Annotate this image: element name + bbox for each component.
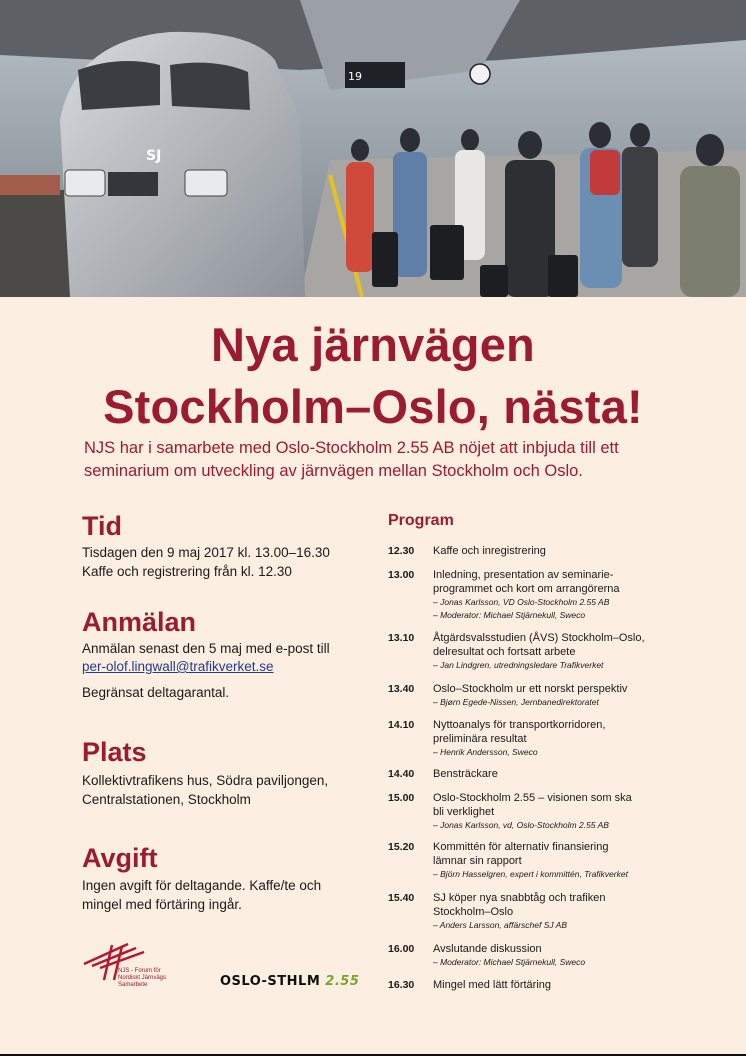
plats-heading: Plats — [82, 737, 147, 767]
program-speaker: – Jonas Karlsson, VD Oslo-Stockholm 2.55 AB – Moderator: Michael Stjärnekull, Sweco — [433, 597, 610, 620]
program-time: 13.40 — [388, 683, 415, 695]
plats-line2: Centralstationen, Stockholm — [82, 792, 251, 807]
njs-logo-text — [118, 968, 198, 989]
program-speaker: – Henrik Andersson, Sweco — [433, 747, 538, 757]
program-title: Kaffe och inregistrering — [433, 545, 546, 557]
program-title: SJ köper nya snabbtåg och trafiken Stockholm–Oslo — [433, 892, 606, 918]
page-title-line1: Nya järnvägen — [211, 318, 535, 371]
program-time: 14.40 — [388, 768, 415, 780]
program-time: 13.10 — [388, 632, 415, 644]
njs-logo-line2: Nordiskt Järnvägs — [118, 975, 167, 981]
intro-text: NJS har i samarbete med Oslo-Stockholm 2.55 AB nöjet att inbjuda till ett seminarium om utveckling av järnvägen mellan Stockholm och Oslo. — [84, 439, 619, 480]
program-heading: Program — [388, 512, 454, 529]
oslo-sthlm-logo — [220, 974, 359, 989]
anmalan-line2: Begränsat deltagarantal. — [82, 685, 230, 700]
program-title: Avslutande diskussion — [433, 943, 542, 955]
oslo-logo-number: 2.55 — [325, 974, 360, 989]
program-time: 16.30 — [388, 979, 415, 991]
station-photo — [0, 0, 746, 297]
program-speaker: – Bjørn Egede-Nissen, Jernbanedirektoratet — [433, 697, 599, 707]
train-platform-illustration — [0, 0, 746, 297]
njs-logo-line1: NJS - Forum för — [118, 968, 161, 974]
plats-line1: Kollektivtrafikens hus, Södra paviljongen, — [82, 773, 329, 788]
anmalan-email-wrap — [82, 657, 274, 677]
tid-heading: Tid — [82, 511, 122, 541]
program-title: Inledning, presentation av seminarie- programmet och kort om arrangörerna — [433, 569, 620, 595]
anmalan-line1: Anmälan senast den 5 maj med e-post till — [82, 641, 330, 656]
program-speaker: – Jonas Karlsson, vd, Oslo-Stockholm 2.55 AB — [433, 820, 609, 830]
oslo-logo-text: OSLO-STHLM — [220, 974, 321, 989]
program-time: 15.00 — [388, 792, 415, 804]
page-title-line2: Stockholm–Oslo, nästa! — [103, 380, 643, 433]
avgift-line2: mingel med förtäring ingår. — [82, 897, 242, 912]
program-time: 13.00 — [388, 569, 415, 581]
program-title: Nyttoanalys för transportkorridoren, preliminära resultat — [433, 719, 606, 745]
tid-line2: Kaffe och registrering från kl. 12.30 — [82, 564, 292, 579]
program-time: 12.30 — [388, 545, 415, 557]
program-title: Åtgärdsvalsstudien (ÅVS) Stockholm–Oslo, delresultat och fortsatt arbete — [433, 632, 645, 658]
njs-logo-line3: Samarbete — [118, 982, 148, 988]
program-speaker: – Björn Hasselgren, expert i kommittén, Trafikverket — [433, 869, 628, 879]
program-title: Oslo-Stockholm 2.55 – visionen som ska bli verklighet — [433, 792, 632, 818]
program-time: 16.00 — [388, 943, 415, 955]
tid-line1: Tisdagen den 9 maj 2017 kl. 13.00–16.30 — [82, 545, 330, 560]
anmalan-heading: Anmälan — [82, 607, 197, 637]
program-title: Oslo–Stockholm ur ett norskt perspektiv — [433, 683, 628, 695]
program-time: 15.20 — [388, 841, 415, 853]
platform-sign: 19 — [348, 70, 362, 83]
program-speaker: – Jan Lindgren, utredningsledare Trafikverket — [433, 660, 604, 670]
program-time: 14.10 — [388, 719, 415, 731]
program-title: Bensträckare — [433, 768, 498, 780]
anmalan-email-link[interactable]: per-olof.lingwall@trafikverket.se — [82, 659, 274, 674]
program-title: Mingel med lätt förtäring — [433, 979, 551, 991]
program-time: 15.40 — [388, 892, 415, 904]
program-speaker: – Anders Larsson, affärschef SJ AB — [433, 920, 568, 930]
sj-emblem: SJ — [146, 148, 162, 164]
avgift-line1: Ingen avgift för deltagande. Kaffe/te och — [82, 878, 322, 893]
program-title: Kommittén för alternativ finansiering lämnar sin rapport — [433, 841, 609, 867]
program-speaker: – Moderator: Michael Stjärnekull, Sweco — [433, 957, 586, 967]
avgift-heading: Avgift — [82, 843, 158, 873]
